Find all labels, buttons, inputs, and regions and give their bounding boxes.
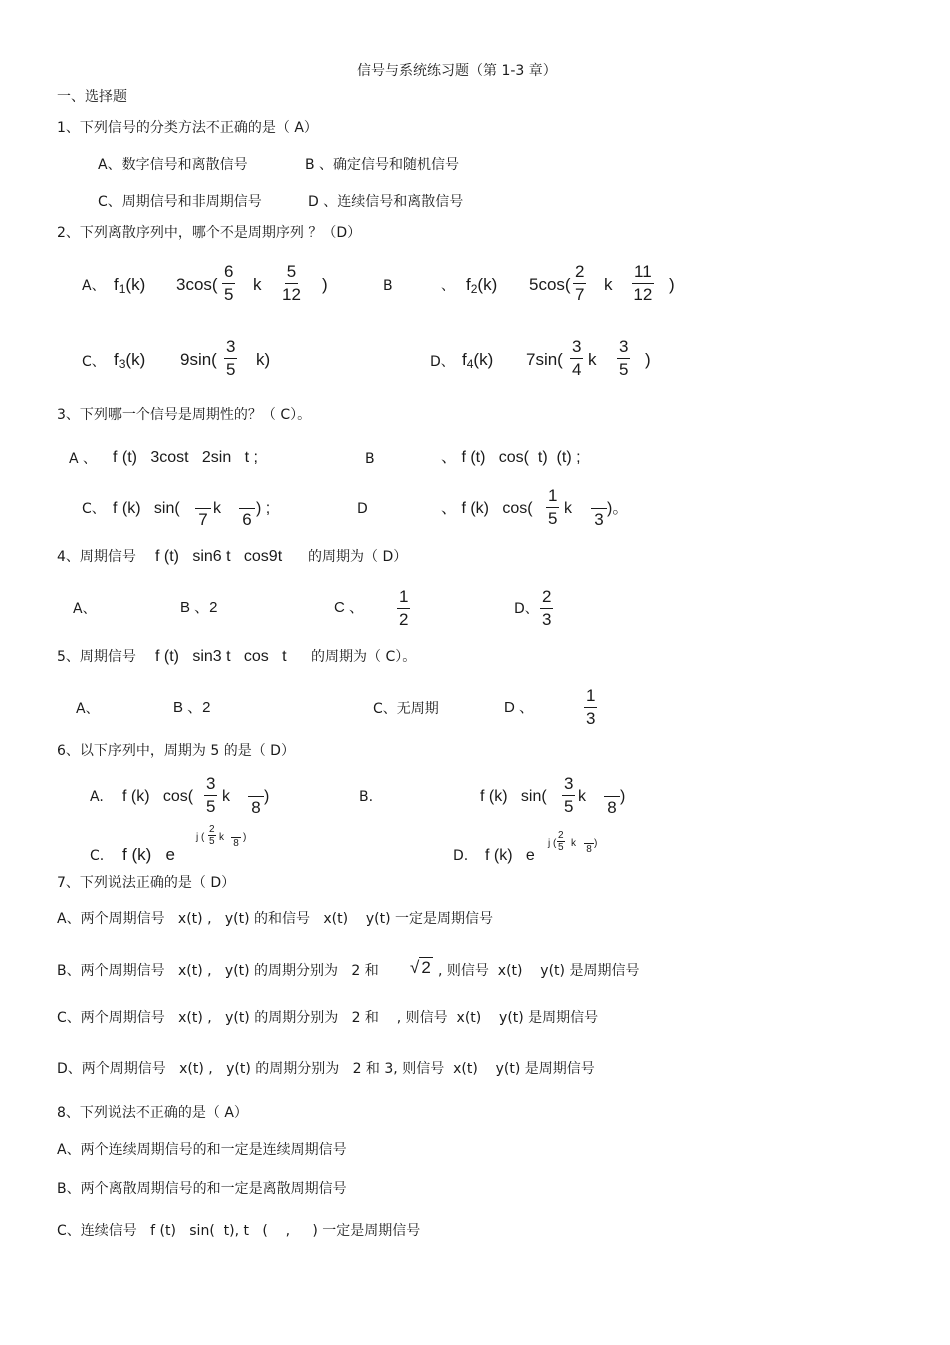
question-3-stem: 3、下列哪一个信号是周期性的？（ C）。 [57,407,312,423]
fn-subscript: 3 [118,357,126,371]
question-4-stem-expr: f (t) sin6 t cos9t [155,548,283,565]
question-6-option-a-post: ) [264,788,270,805]
question-6-option-c-exp-close: ) [243,832,247,843]
question-4-stem-suffix: 的周期为（ D） [308,549,408,565]
numerator-blank [584,835,594,844]
question-6-option-c-exp-fraction-2 [231,829,241,849]
question-2-option-b-close: ) [669,275,675,294]
question-4-option-b: B 、2 [180,599,218,616]
question-2-option-b-label: B [383,278,393,294]
question-6-option-b-fraction-1 [562,774,575,817]
question-3-option-c-fraction-1 [195,493,211,530]
denominator: 5 [558,842,564,853]
numerator-blank [239,493,255,509]
question-6-option-b-k: k [578,788,586,805]
question-2-option-d-expr: 7sin( [526,350,563,369]
question-6-stem: 6、以下序列中，周期为 5 的是（ D） [57,743,295,759]
question-5-stem-prefix: 5、周期信号 [57,649,136,665]
denominator: 8 [586,844,592,855]
question-2-option-c-fn [114,350,145,374]
question-2-stem: 2、下列离散序列中，哪个不是周期序列 ？（D） [57,225,362,241]
fn-name: f [114,350,119,369]
numerator: 2 [209,824,215,835]
question-2-option-c-tail: k) [256,350,271,369]
question-6-option-b-pre: f (k) sin( [480,788,547,805]
denominator: 3 [542,610,552,629]
fn-subscript: 2 [470,282,478,296]
denominator: 8 [251,798,261,817]
question-2-option-d-fraction-2 [617,337,630,380]
question-2-option-d-label: D、 [430,354,455,370]
fn-arg: (k) [125,275,146,294]
fn-arg: (k) [473,350,494,369]
question-6-option-b-label: B. [359,789,374,805]
question-1-stem: 1、下列信号的分类方法不正确的是（ A） [57,120,318,136]
question-2-option-c-label: C、 [82,354,106,370]
question-5-option-c: C、无周期 [373,701,439,717]
question-1-option-d: D 、连续信号和离散信号 [308,194,464,210]
question-5-stem-suffix: 的周期为（ C）。 [311,649,417,665]
question-3-option-b-expr: 、 f (t) cos( t) (t) ; [441,449,581,466]
question-3-option-c-pre: f (k) sin( [113,500,180,517]
question-3-option-c-post: ) ; [256,500,271,517]
numerator: 6 [222,262,235,284]
denominator: 8 [233,838,239,849]
numerator-blank [195,493,211,509]
question-6-option-b-fraction-2 [604,781,620,818]
fn-arg: (k) [477,275,498,294]
question-2-option-a-fraction-2 [282,262,301,305]
question-6-option-a-pre: f (k) cos( [122,788,194,805]
question-3-option-c-fraction-2 [239,493,255,530]
question-3-option-d-fraction-2 [591,493,607,530]
question-5-stem-expr: f (t) sin3 t cos t [155,648,287,665]
question-2-option-a-label: A、 [82,278,106,294]
question-6-option-d-exp-k: k [571,838,576,849]
numerator: 11 [632,262,654,284]
section-heading: 一、选择题 [57,89,127,105]
denominator: 7 [575,285,585,304]
denominator: 5 [226,360,236,379]
question-3-option-d-pre: 、 f (k) cos( [441,500,533,517]
fn-arg: (k) [125,350,146,369]
page-title: 信号与系统练习题（第 1-3 章） [357,63,557,79]
question-4-option-c: C 、 [334,599,365,616]
denominator: 5 [224,285,234,304]
numerator: 2 [558,830,564,841]
question-6-option-c-exp: j ( [196,832,205,843]
question-4-option-d: D、 [514,601,539,617]
question-2-option-a-k: k [253,275,262,294]
question-2-option-b-fn [466,275,497,299]
denominator: 7 [198,510,208,529]
question-6-option-d-exp-fraction-2 [584,835,594,855]
question-8-option-a: A、两个连续周期信号的和一定是连续周期信号 [57,1142,347,1158]
question-3-option-d-fraction-1 [546,486,559,529]
question-2-option-d-k: k [588,350,597,369]
question-5-option-d-fraction [584,686,597,729]
question-2-option-c-expr: 9sin( [180,350,217,369]
question-7-stem: 7、下列说法正确的是（ D） [57,875,236,891]
numerator: 3 [224,337,237,359]
question-3-option-c-k: k [213,500,221,517]
question-6-option-a-fraction-2 [248,781,264,818]
sqrt-symbol: √ [410,958,420,977]
question-8-stem: 8、下列说法不正确的是（ A） [57,1105,248,1121]
question-6-option-c-exp-fraction-1 [208,824,216,847]
numerator: 1 [397,587,410,609]
question-3-option-d-post: )。 [607,500,629,517]
numerator: 3 [617,337,630,359]
question-8-option-b: B、两个离散周期信号的和一定是离散周期信号 [57,1181,347,1197]
numerator: 3 [562,774,575,796]
denominator: 4 [572,360,582,379]
question-6-option-d-label: D. [453,848,469,864]
question-2-option-a-fn [114,275,145,299]
question-6-option-d-exp-fraction-1 [557,830,565,853]
numerator: 1 [584,686,597,708]
question-2-option-d-close: ) [645,350,651,369]
question-1-option-c: C、周期信号和非周期信号 [98,194,262,210]
denominator: 5 [548,509,558,528]
question-7-option-b-suffix: , 则信号 x(t) y(t) 是周期信号 [438,963,640,979]
question-4-option-d-fraction [540,587,553,630]
question-1-option-b: B 、确定信号和随机信号 [305,157,460,173]
question-7-option-c: C、两个周期信号 x(t) , y(t) 的周期分别为 2 和 , 则信号 x(t) y(t) 是周期信号 [57,1010,599,1026]
question-1-option-a: A、数字信号和离散信号 [98,157,248,173]
denominator: 2 [399,610,409,629]
question-7-option-a: A、两个周期信号 x(t) , y(t) 的和信号 x(t) y(t) 一定是周期信号 [57,911,494,927]
numerator: 2 [540,587,553,609]
question-3-option-d-label: D [357,501,368,517]
sqrt-radicand: 2 [421,958,431,977]
question-2-option-a-fraction-1 [222,262,235,305]
question-3-option-d-k: k [564,500,572,517]
numerator: 5 [285,262,298,284]
question-4-stem-prefix: 4、周期信号 [57,549,136,565]
question-2-option-d-fn [462,350,493,374]
question-7-option-d: D、两个周期信号 x(t) , y(t) 的周期分别为 2 和 3, 则信号 x(t) y(t) 是周期信号 [57,1061,595,1077]
question-4-option-a: A、 [73,601,97,617]
question-5-option-d: D 、 [504,699,535,716]
question-6-option-a-fraction-1 [204,774,217,817]
fn-name: f [466,275,471,294]
question-3-option-a-label: A 、 [69,451,98,467]
numerator: 3 [570,337,583,359]
denominator: 6 [242,510,252,529]
denominator: 8 [607,798,617,817]
numerator: 1 [546,486,559,508]
question-2-option-b-k: k [604,275,613,294]
question-5-option-a: A、 [76,701,100,717]
question-6-option-c-label: C. [90,848,105,864]
question-2-option-a-expr: 3cos( [176,275,218,294]
numerator: 2 [573,262,586,284]
fn-subscript: 4 [466,357,474,371]
question-2-option-c-fraction-1 [224,337,237,380]
question-2-option-b-fraction-2 [632,262,654,305]
question-6-option-b-post: ) [620,788,626,805]
question-3-option-c-label: C、 [82,501,106,517]
question-7-option-b-prefix: B、两个周期信号 x(t) , y(t) 的周期分别为 2 和 [57,963,379,979]
question-3-option-b-label: B [365,451,375,467]
question-2-option-b-expr: 5cos( [529,275,571,294]
question-6-option-a-k: k [222,788,230,805]
fn-subscript: 1 [118,282,126,296]
question-2-option-b-fraction-1 [573,262,586,305]
question-6-option-d-exp: j ( [548,838,557,849]
numerator: 3 [204,774,217,796]
question-6-option-c-pre: f (k) e [122,845,175,864]
question-6-option-c-exp-k: k [219,832,224,843]
denominator: 3 [594,510,604,529]
question-8-option-c: C、连续信号 f (t) sin( t), t ( , ) 一定是周期信号 [57,1223,421,1239]
fn-name: f [462,350,467,369]
question-7-option-b-sqrt [410,958,433,978]
question-6-option-a-label: A. [90,789,104,805]
numerator-blank [591,493,607,509]
question-6-option-d-pre: f (k) e [485,847,535,864]
question-3-option-a-expr: f (t) 3cost 2sin t ; [113,449,258,466]
numerator-blank [248,781,264,797]
question-2-option-d-fraction-1 [570,337,583,380]
numerator-blank [604,781,620,797]
denominator: 3 [586,709,596,728]
denominator: 5 [564,797,574,816]
denominator: 12 [282,285,301,304]
numerator-blank [231,829,241,838]
question-5-option-b: B 、2 [173,699,211,716]
question-2-option-b-sep: 、 [441,278,455,294]
denominator: 12 [633,285,653,304]
denominator: 5 [619,360,629,379]
question-6-option-d-exp-close: ) [594,838,598,849]
denominator: 5 [206,797,216,816]
question-4-option-c-fraction [397,587,410,630]
fn-name: f [114,275,119,294]
question-2-option-a-close: ) [322,275,328,294]
denominator: 5 [209,836,215,847]
